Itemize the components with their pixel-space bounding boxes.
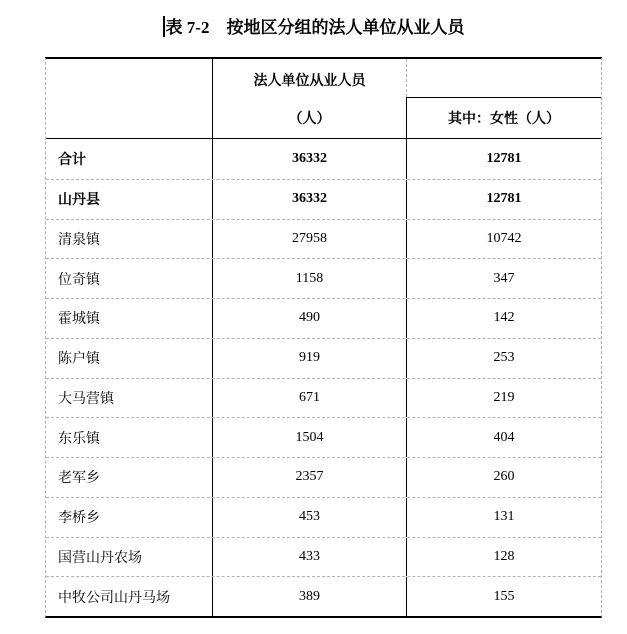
table-row bbox=[46, 258, 601, 298]
female-value: 347 bbox=[406, 259, 601, 298]
total-value: 671 bbox=[212, 379, 406, 418]
table-row bbox=[46, 298, 601, 338]
text-cursor[interactable] bbox=[163, 16, 165, 37]
total-value: 389 bbox=[212, 577, 406, 616]
total-value: 453 bbox=[212, 498, 406, 537]
female-value: 12781 bbox=[406, 180, 601, 219]
total-value: 919 bbox=[212, 339, 406, 378]
region-name: 陈户镇 bbox=[58, 352, 100, 368]
table-row bbox=[46, 497, 601, 537]
total-value: 1504 bbox=[212, 418, 406, 457]
header-total-line2: （人） bbox=[288, 112, 331, 127]
region-name: 位奇镇 bbox=[58, 272, 100, 288]
total-value: 2357 bbox=[212, 458, 406, 497]
total-value: 433 bbox=[212, 538, 406, 577]
region-name: 东乐镇 bbox=[58, 431, 100, 447]
region-name: 合计 bbox=[58, 152, 86, 168]
female-value: 131 bbox=[406, 498, 601, 537]
region-name: 中牧公司山丹马场 bbox=[58, 590, 170, 606]
region-name: 大马营镇 bbox=[58, 391, 114, 407]
female-value: 253 bbox=[406, 339, 601, 378]
female-value: 10742 bbox=[406, 220, 601, 259]
table-row-total bbox=[46, 139, 601, 179]
female-value: 142 bbox=[406, 299, 601, 338]
female-value: 219 bbox=[406, 379, 601, 418]
region-name: 清泉镇 bbox=[58, 232, 100, 248]
female-value: 260 bbox=[406, 458, 601, 497]
table-row bbox=[46, 457, 601, 497]
total-value: 36332 bbox=[212, 139, 406, 179]
female-value: 12781 bbox=[406, 139, 601, 179]
header-female-label: 其中：女性（人） bbox=[406, 97, 601, 138]
table-row bbox=[46, 417, 601, 457]
table-row bbox=[46, 537, 601, 577]
region-name: 李桥乡 bbox=[58, 511, 100, 527]
table-row bbox=[46, 576, 601, 616]
header-total-cell bbox=[212, 59, 406, 138]
table-title-text: 表 7-2 按地区分组的法人单位从业人员 bbox=[165, 18, 465, 37]
header-total-line1: 法人单位从业人员 bbox=[253, 74, 366, 89]
table-header-row bbox=[46, 59, 601, 139]
female-value: 155 bbox=[406, 577, 601, 616]
total-value: 490 bbox=[212, 299, 406, 338]
region-name: 老军乡 bbox=[58, 471, 100, 487]
header-female-cell bbox=[406, 59, 601, 138]
table-row bbox=[46, 219, 601, 259]
region-name: 山丹县 bbox=[58, 193, 100, 209]
total-value: 27958 bbox=[212, 220, 406, 259]
header-region-cell bbox=[46, 59, 212, 138]
header-female-spacer bbox=[406, 59, 601, 97]
region-name: 霍城镇 bbox=[58, 312, 100, 328]
region-name: 国营山丹农场 bbox=[58, 550, 142, 566]
total-value: 1158 bbox=[212, 259, 406, 298]
female-value: 404 bbox=[406, 418, 601, 457]
female-value: 128 bbox=[406, 538, 601, 577]
total-value: 36332 bbox=[212, 180, 406, 219]
table-title bbox=[0, 13, 627, 38]
table-row-county bbox=[46, 179, 601, 219]
data-table bbox=[45, 57, 602, 618]
table-row bbox=[46, 338, 601, 378]
table-row bbox=[46, 378, 601, 418]
